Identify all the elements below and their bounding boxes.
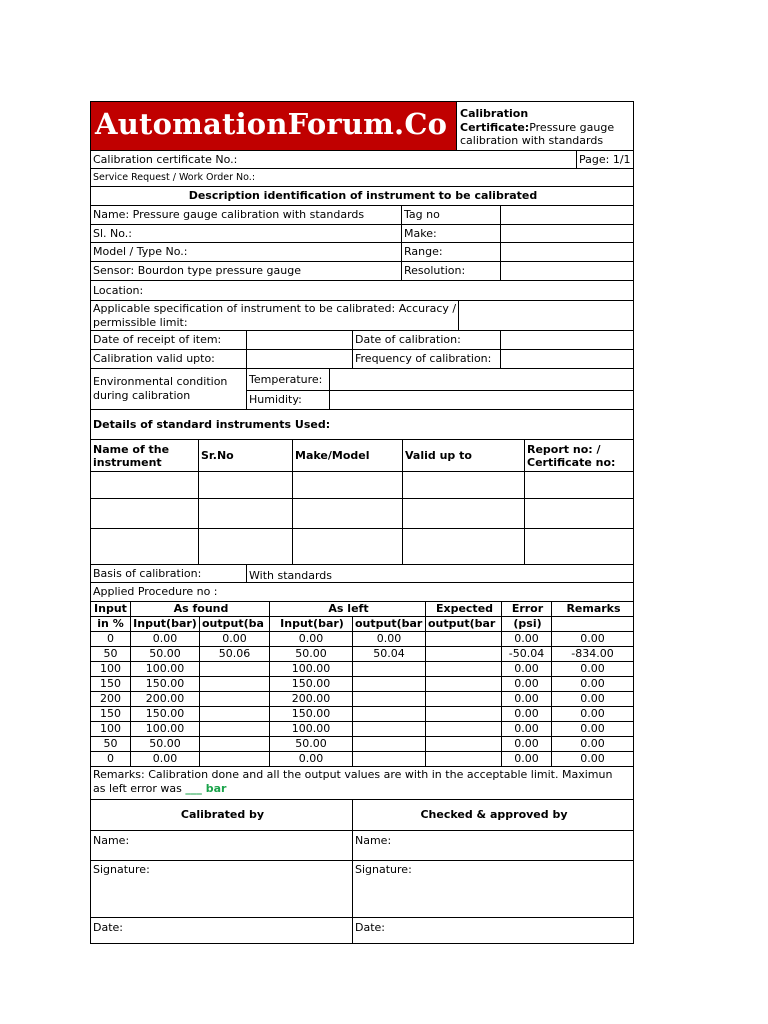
calibrator-date-field[interactable]: Date: bbox=[93, 921, 123, 934]
cell-error: 0.00 bbox=[501, 662, 551, 676]
calibrated-by-title: Calibrated by bbox=[180, 808, 265, 822]
cell-error: 0.00 bbox=[501, 707, 551, 721]
cell-left-input: 100.00 bbox=[269, 662, 352, 676]
col-as-found: As found bbox=[130, 602, 269, 616]
remarks-row bbox=[91, 767, 633, 800]
cell-found-input: 0.00 bbox=[130, 752, 199, 766]
signoff-header-row bbox=[91, 800, 633, 831]
remarks-line-1: Remarks: Calibration done and all the output values are with in the acceptable limit. Maximun bbox=[93, 768, 613, 781]
date-receipt-label: Date of receipt of item: bbox=[93, 333, 222, 347]
cell-found-output: 0.00 bbox=[199, 632, 269, 646]
cell-error: 0.00 bbox=[501, 752, 551, 766]
cell-input-pct: 50 bbox=[103, 647, 118, 661]
cell-found-output bbox=[199, 707, 269, 721]
cell-left-input: 200.00 bbox=[269, 692, 352, 706]
cell-remarks: 0.00 bbox=[551, 662, 633, 676]
environment-conditions bbox=[246, 369, 633, 409]
humidity-label: Humidity: bbox=[249, 392, 302, 406]
cell-expected-output bbox=[425, 752, 501, 766]
std-cell[interactable] bbox=[91, 472, 198, 498]
col-found-output: output(ba bbox=[199, 617, 269, 631]
cell-input-pct: 0 bbox=[107, 632, 114, 646]
cell-remarks: 0.00 bbox=[551, 737, 633, 751]
std-cell[interactable] bbox=[402, 499, 524, 528]
cell-input-pct: 150 bbox=[100, 707, 121, 721]
name-row bbox=[91, 206, 633, 225]
cell-remarks: -834.00 bbox=[551, 647, 633, 661]
resolution-value[interactable] bbox=[500, 262, 633, 280]
std-cell[interactable] bbox=[402, 529, 524, 564]
col-remarks-2 bbox=[551, 617, 633, 631]
cell-left-output bbox=[352, 677, 425, 691]
make-label: Make: bbox=[401, 225, 500, 242]
std-cell[interactable] bbox=[91, 529, 198, 564]
signoff-name-row bbox=[91, 831, 633, 861]
cell-left-output: 50.04 bbox=[352, 647, 425, 661]
cell-error: 0.00 bbox=[501, 692, 551, 706]
cell-error: 0.00 bbox=[501, 722, 551, 736]
temperature-label: Temperature: bbox=[249, 372, 323, 386]
col-error-2: (psi) bbox=[501, 617, 551, 631]
page-number: Page: 1/1 bbox=[576, 151, 633, 168]
cell-left-output bbox=[352, 707, 425, 721]
spec-value[interactable] bbox=[458, 301, 633, 330]
approver-name-field[interactable]: Name: bbox=[352, 831, 633, 860]
cell-expected-output bbox=[425, 707, 501, 721]
std-cell[interactable] bbox=[524, 499, 633, 528]
temperature-value[interactable] bbox=[329, 369, 633, 390]
remarks bbox=[91, 767, 633, 799]
results-row bbox=[91, 707, 633, 722]
cert-title-text: Pressure gauge calibration with standards bbox=[460, 120, 615, 147]
cell-left-output bbox=[352, 752, 425, 766]
std-cell[interactable] bbox=[198, 472, 292, 498]
col-found-input: Input(bar) bbox=[130, 617, 199, 631]
header-row bbox=[91, 102, 633, 151]
std-cell[interactable] bbox=[198, 499, 292, 528]
std-col-make: Make/Model bbox=[292, 440, 402, 471]
model-row bbox=[91, 243, 633, 262]
col-expected-1: Expected bbox=[425, 602, 501, 616]
std-cell[interactable] bbox=[198, 529, 292, 564]
std-cell[interactable] bbox=[524, 472, 633, 498]
standards-header-row bbox=[91, 440, 633, 472]
cell-found-input: 50.00 bbox=[130, 647, 199, 661]
spec-row bbox=[91, 301, 633, 331]
std-cell[interactable] bbox=[292, 499, 402, 528]
cell-input-pct: 200 bbox=[100, 692, 121, 706]
basis-row bbox=[91, 565, 633, 583]
results-header-row-2 bbox=[91, 617, 633, 632]
humidity-row bbox=[247, 390, 633, 409]
results-row bbox=[91, 662, 633, 677]
standards-row bbox=[91, 499, 633, 529]
cell-expected-output bbox=[425, 677, 501, 691]
std-cell[interactable] bbox=[292, 529, 402, 564]
remarks-line-2 bbox=[93, 782, 633, 796]
valid-upto-row bbox=[91, 350, 633, 369]
std-cell[interactable] bbox=[292, 472, 402, 498]
cell-found-output bbox=[199, 662, 269, 676]
procedure-label: Applied Procedure no : bbox=[93, 585, 218, 599]
col-error-1: Error bbox=[501, 602, 551, 616]
certificate-title bbox=[458, 102, 633, 150]
cell-found-input: 100.00 bbox=[130, 722, 199, 736]
cell-found-output bbox=[199, 752, 269, 766]
logo-text: AutomationForum.Co bbox=[95, 107, 448, 141]
cell-found-input: 100.00 bbox=[130, 662, 199, 676]
results-row bbox=[91, 737, 633, 752]
cell-found-output bbox=[199, 692, 269, 706]
std-cell[interactable] bbox=[524, 529, 633, 564]
cell-expected-output bbox=[425, 737, 501, 751]
results-row bbox=[91, 752, 633, 767]
cell-error: 0.00 bbox=[501, 632, 551, 646]
cell-expected-output bbox=[425, 647, 501, 661]
cell-input-pct: 0 bbox=[107, 752, 114, 766]
standards-row bbox=[91, 529, 633, 565]
col-input-pct-1: Input bbox=[94, 602, 127, 616]
procedure-row bbox=[91, 583, 633, 602]
cell-found-input: 200.00 bbox=[130, 692, 199, 706]
cell-left-output bbox=[352, 737, 425, 751]
valid-upto-value[interactable] bbox=[246, 350, 352, 368]
sl-no-row bbox=[91, 225, 633, 243]
col-input-pct-2: in % bbox=[97, 617, 124, 631]
cell-found-input: 150.00 bbox=[130, 677, 199, 691]
cell-left-input: 0.00 bbox=[269, 632, 352, 646]
brand-logo bbox=[91, 102, 457, 150]
cell-left-input: 50.00 bbox=[269, 737, 352, 751]
std-col-name: Name of the instrument bbox=[93, 442, 170, 469]
tag-no-label: Tag no bbox=[401, 206, 500, 224]
range-label: Range: bbox=[401, 243, 500, 261]
results-row bbox=[91, 677, 633, 692]
date-calibration-value[interactable] bbox=[500, 331, 633, 349]
calibrator-signature-field[interactable]: Signature: bbox=[93, 863, 150, 876]
resolution-label: Resolution: bbox=[401, 262, 500, 280]
cell-left-output: 0.00 bbox=[352, 632, 425, 646]
environment-label: Environmental condition during calibration bbox=[93, 375, 228, 402]
cell-left-input: 150.00 bbox=[269, 707, 352, 721]
cell-found-output bbox=[199, 677, 269, 691]
frequency-label: Frequency of calibration: bbox=[352, 350, 500, 368]
max-error-value: ___ bar bbox=[185, 782, 227, 795]
cell-found-output: 50.06 bbox=[199, 647, 269, 661]
col-left-output: output(bar bbox=[352, 617, 425, 631]
frequency-value[interactable] bbox=[500, 350, 633, 368]
cell-error: -50.04 bbox=[501, 647, 551, 661]
results-row bbox=[91, 722, 633, 737]
cell-left-output bbox=[352, 722, 425, 736]
section-title: Description identification of instrument to be calibrated bbox=[188, 189, 538, 203]
approver-date-field[interactable]: Date: bbox=[352, 918, 633, 943]
cell-expected-output bbox=[425, 692, 501, 706]
std-cell[interactable] bbox=[91, 499, 198, 528]
tag-no-value[interactable] bbox=[500, 206, 633, 224]
cell-left-input: 50.00 bbox=[269, 647, 352, 661]
std-cell[interactable] bbox=[402, 472, 524, 498]
cell-remarks: 0.00 bbox=[551, 692, 633, 706]
cell-found-output bbox=[199, 737, 269, 751]
std-col-valid: Valid up to bbox=[402, 440, 524, 471]
cell-left-output bbox=[352, 692, 425, 706]
signoff-date-row bbox=[91, 918, 633, 943]
checked-by-title: Checked & approved by bbox=[352, 800, 633, 830]
approver-signature-field[interactable]: Signature: bbox=[352, 861, 633, 917]
section-title-row bbox=[91, 187, 633, 206]
cell-left-input: 150.00 bbox=[269, 677, 352, 691]
remarks-line-2-prefix: as left error was bbox=[93, 782, 186, 795]
cell-remarks: 0.00 bbox=[551, 677, 633, 691]
instrument-name: Name: Pressure gauge calibration with standards bbox=[93, 208, 365, 222]
cell-left-output bbox=[352, 662, 425, 676]
temperature-row bbox=[247, 369, 633, 391]
calibration-certificate-form bbox=[90, 101, 634, 944]
cert-no-label: Calibration certificate No.: bbox=[93, 152, 238, 166]
cert-label: Calibration Certificate: bbox=[460, 107, 530, 134]
cell-found-output bbox=[199, 722, 269, 736]
cell-left-input: 0.00 bbox=[269, 752, 352, 766]
date-calibration-label: Date of calibration: bbox=[352, 331, 500, 349]
sl-no-label: Sl. No.: bbox=[93, 226, 132, 240]
cell-remarks: 0.00 bbox=[551, 722, 633, 736]
col-left-input: Input(bar) bbox=[269, 617, 352, 631]
location-label: Location: bbox=[93, 283, 144, 297]
sensor-row bbox=[91, 262, 633, 281]
service-request-row bbox=[91, 169, 633, 187]
standards-row bbox=[91, 472, 633, 499]
service-request-label: Service Request / Work Order No.: bbox=[93, 171, 256, 183]
humidity-value[interactable] bbox=[329, 390, 633, 409]
cell-expected-output bbox=[425, 632, 501, 646]
cell-remarks: 0.00 bbox=[551, 707, 633, 721]
date-receipt-row bbox=[91, 331, 633, 350]
cell-input-pct: 100 bbox=[100, 662, 121, 676]
location-row bbox=[91, 281, 633, 301]
results-row bbox=[91, 692, 633, 707]
cell-error: 0.00 bbox=[501, 737, 551, 751]
cell-remarks: 0.00 bbox=[551, 752, 633, 766]
standards-title: Details of standard instruments Used: bbox=[93, 417, 331, 431]
col-as-left: As left bbox=[269, 602, 425, 616]
make-value[interactable] bbox=[500, 225, 633, 242]
valid-upto-label: Calibration valid upto: bbox=[93, 352, 215, 366]
results-row bbox=[91, 647, 633, 662]
col-remarks: Remarks bbox=[551, 602, 633, 616]
basis-value: With standards bbox=[246, 565, 633, 582]
standards-title-row bbox=[91, 410, 633, 440]
cell-input-pct: 100 bbox=[100, 722, 121, 736]
spec-label: Applicable specification of instrument to be calibrated: Accuracy / permissible limit: bbox=[93, 302, 457, 329]
sensor-label: Sensor: Bourdon type pressure gauge bbox=[93, 264, 301, 278]
results-header-row-1 bbox=[91, 602, 633, 617]
cell-error: 0.00 bbox=[501, 677, 551, 691]
date-receipt-value[interactable] bbox=[246, 331, 352, 349]
cell-input-pct: 50 bbox=[103, 737, 118, 751]
cert-no-row bbox=[91, 151, 633, 169]
cell-found-input: 150.00 bbox=[130, 707, 199, 721]
std-col-report: Report no: / Certificate no: bbox=[524, 440, 633, 471]
environment-row bbox=[91, 369, 633, 410]
cell-found-input: 0.00 bbox=[130, 632, 199, 646]
cell-found-input: 50.00 bbox=[130, 737, 199, 751]
cell-remarks: 0.00 bbox=[551, 632, 633, 646]
calibrator-name-field[interactable]: Name: bbox=[93, 834, 130, 847]
results-row bbox=[91, 632, 633, 647]
basis-label: Basis of calibration: bbox=[93, 566, 202, 580]
range-value[interactable] bbox=[500, 243, 633, 261]
cell-expected-output bbox=[425, 722, 501, 736]
col-expected-2: output(bar bbox=[425, 617, 501, 631]
std-col-srno: Sr.No bbox=[198, 440, 292, 471]
cell-expected-output bbox=[425, 662, 501, 676]
cell-left-input: 100.00 bbox=[269, 722, 352, 736]
cell-input-pct: 150 bbox=[100, 677, 121, 691]
model-label: Model / Type No.: bbox=[93, 245, 188, 259]
signoff-signature-row bbox=[91, 861, 633, 918]
